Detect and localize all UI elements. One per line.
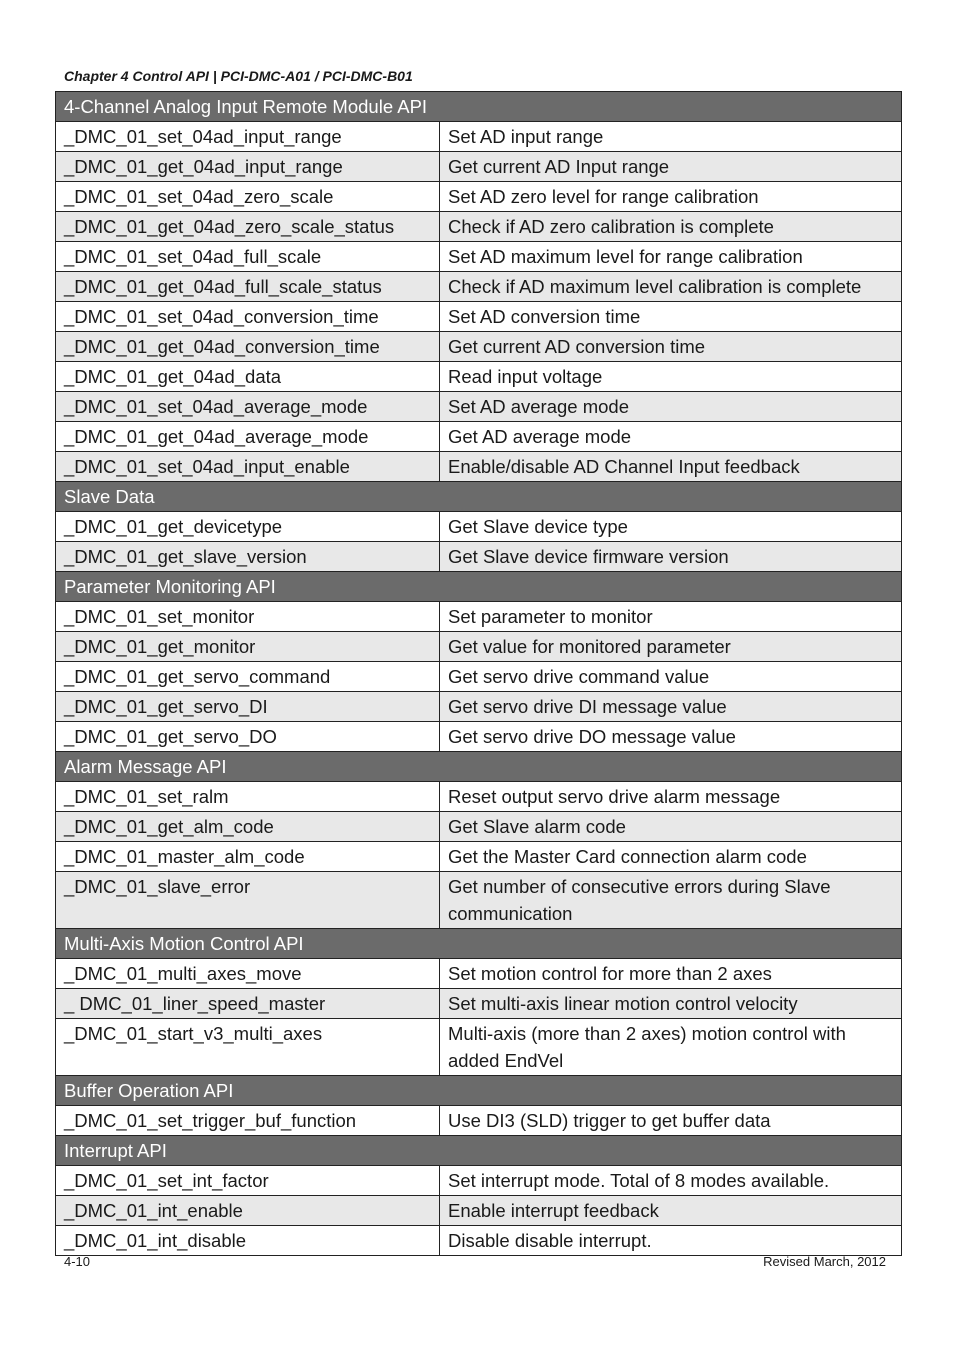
function-description: Get AD average mode: [440, 422, 902, 452]
function-name: _DMC_01_set_04ad_input_range: [56, 122, 440, 152]
table-row: [56, 242, 902, 272]
page-header: Chapter 4 Control API | PCI-DMC-A01 / PCI-DMC-B01: [64, 68, 413, 84]
function-description: Set AD average mode: [440, 392, 902, 422]
function-description: Set AD zero level for range calibration: [440, 182, 902, 212]
function-name: _DMC_01_set_trigger_buf_function: [56, 1106, 440, 1136]
function-name: _DMC_01_get_slave_version: [56, 542, 440, 572]
function-description: Get servo drive DO message value: [440, 722, 902, 752]
function-description: Get Slave device type: [440, 512, 902, 542]
function-name: _DMC_01_get_monitor: [56, 632, 440, 662]
function-name: _DMC_01_multi_axes_move: [56, 959, 440, 989]
section-header-row: [56, 752, 902, 782]
table-row: [56, 632, 902, 662]
function-description: Check if AD maximum level calibration is complete: [440, 272, 902, 302]
function-description: Get number of consecutive errors during Slave communication: [440, 872, 902, 929]
table-row: [56, 782, 902, 812]
table-row: [56, 602, 902, 632]
table-row: [56, 1226, 902, 1256]
function-name: _DMC_01_set_04ad_zero_scale: [56, 182, 440, 212]
function-description: Enable interrupt feedback: [440, 1196, 902, 1226]
function-description: Get Slave alarm code: [440, 812, 902, 842]
function-description: Reset output servo drive alarm message: [440, 782, 902, 812]
section-title: 4-Channel Analog Input Remote Module API: [56, 92, 902, 122]
function-description: Set AD maximum level for range calibration: [440, 242, 902, 272]
function-description: Get servo drive command value: [440, 662, 902, 692]
function-name: _DMC_01_set_04ad_full_scale: [56, 242, 440, 272]
function-name: _DMC_01_set_ralm: [56, 782, 440, 812]
section-header-row: [56, 482, 902, 512]
function-name: _DMC_01_get_servo_command: [56, 662, 440, 692]
function-description: Get Slave device firmware version: [440, 542, 902, 572]
function-description: Disable disable interrupt.: [440, 1226, 902, 1256]
function-name: _DMC_01_get_servo_DO: [56, 722, 440, 752]
api-table-body: [56, 92, 902, 1256]
function-name: _DMC_01_get_devicetype: [56, 512, 440, 542]
function-description: Multi-axis (more than 2 axes) motion control with added EndVel: [440, 1019, 902, 1076]
function-description: Get current AD Input range: [440, 152, 902, 182]
function-name: _DMC_01_set_monitor: [56, 602, 440, 632]
function-name: _DMC_01_get_04ad_zero_scale_status: [56, 212, 440, 242]
function-name: _DMC_01_get_servo_DI: [56, 692, 440, 722]
function-name: _DMC_01_get_alm_code: [56, 812, 440, 842]
table-row: [56, 1196, 902, 1226]
table-row: [56, 1019, 902, 1076]
function-description: Set interrupt mode. Total of 8 modes available.: [440, 1166, 902, 1196]
revision-date: Revised March, 2012: [763, 1254, 886, 1269]
page-number: 4-10: [64, 1254, 91, 1269]
table-row: [56, 152, 902, 182]
api-table: [55, 91, 902, 1256]
table-row: [56, 212, 902, 242]
table-row: [56, 512, 902, 542]
section-header-row: [56, 572, 902, 602]
table-row: [56, 392, 902, 422]
function-description: Get servo drive DI message value: [440, 692, 902, 722]
function-name: _DMC_01_slave_error: [56, 872, 440, 929]
section-header-row: [56, 1076, 902, 1106]
table-row: [56, 422, 902, 452]
table-row: [56, 302, 902, 332]
table-row: [56, 662, 902, 692]
function-name: _DMC_01_set_int_factor: [56, 1166, 440, 1196]
function-name: _DMC_01_start_v3_multi_axes: [56, 1019, 440, 1076]
section-title: Alarm Message API: [56, 752, 902, 782]
table-row: [56, 1166, 902, 1196]
function-description: Set parameter to monitor: [440, 602, 902, 632]
table-row: [56, 1106, 902, 1136]
function-description: Set motion control for more than 2 axes: [440, 959, 902, 989]
function-name: _DMC_01_master_alm_code: [56, 842, 440, 872]
table-row: [56, 542, 902, 572]
table-row: [56, 722, 902, 752]
function-name: _ DMC_01_liner_speed_master: [56, 989, 440, 1019]
table-row: [56, 182, 902, 212]
table-row: [56, 872, 902, 929]
section-title: Multi-Axis Motion Control API: [56, 929, 902, 959]
section-header-row: [56, 92, 902, 122]
section-header-row: [56, 1136, 902, 1166]
function-description: Set AD input range: [440, 122, 902, 152]
section-title: Interrupt API: [56, 1136, 902, 1166]
function-name: _DMC_01_get_04ad_input_range: [56, 152, 440, 182]
function-description: Read input voltage: [440, 362, 902, 392]
function-description: Get current AD conversion time: [440, 332, 902, 362]
function-description: Check if AD zero calibration is complete: [440, 212, 902, 242]
table-row: [56, 272, 902, 302]
function-name: _DMC_01_get_04ad_conversion_time: [56, 332, 440, 362]
function-name: _DMC_01_int_disable: [56, 1226, 440, 1256]
table-row: [56, 812, 902, 842]
function-description: Set multi-axis linear motion control velocity: [440, 989, 902, 1019]
table-row: [56, 122, 902, 152]
table-row: [56, 842, 902, 872]
table-row: [56, 692, 902, 722]
table-row: [56, 452, 902, 482]
function-name: _DMC_01_get_04ad_average_mode: [56, 422, 440, 452]
table-row: [56, 989, 902, 1019]
table-row: [56, 362, 902, 392]
function-name: _DMC_01_set_04ad_conversion_time: [56, 302, 440, 332]
function-description: Set AD conversion time: [440, 302, 902, 332]
function-description: Enable/disable AD Channel Input feedback: [440, 452, 902, 482]
function-name: _DMC_01_int_enable: [56, 1196, 440, 1226]
function-description: Get the Master Card connection alarm code: [440, 842, 902, 872]
table-row: [56, 332, 902, 362]
function-name: _DMC_01_get_04ad_data: [56, 362, 440, 392]
function-description: Use DI3 (SLD) trigger to get buffer data: [440, 1106, 902, 1136]
function-name: _DMC_01_set_04ad_input_enable: [56, 452, 440, 482]
table-row: [56, 959, 902, 989]
function-name: _DMC_01_set_04ad_average_mode: [56, 392, 440, 422]
section-header-row: [56, 929, 902, 959]
section-title: Slave Data: [56, 482, 902, 512]
section-title: Parameter Monitoring API: [56, 572, 902, 602]
section-title: Buffer Operation API: [56, 1076, 902, 1106]
function-description: Get value for monitored parameter: [440, 632, 902, 662]
function-name: _DMC_01_get_04ad_full_scale_status: [56, 272, 440, 302]
